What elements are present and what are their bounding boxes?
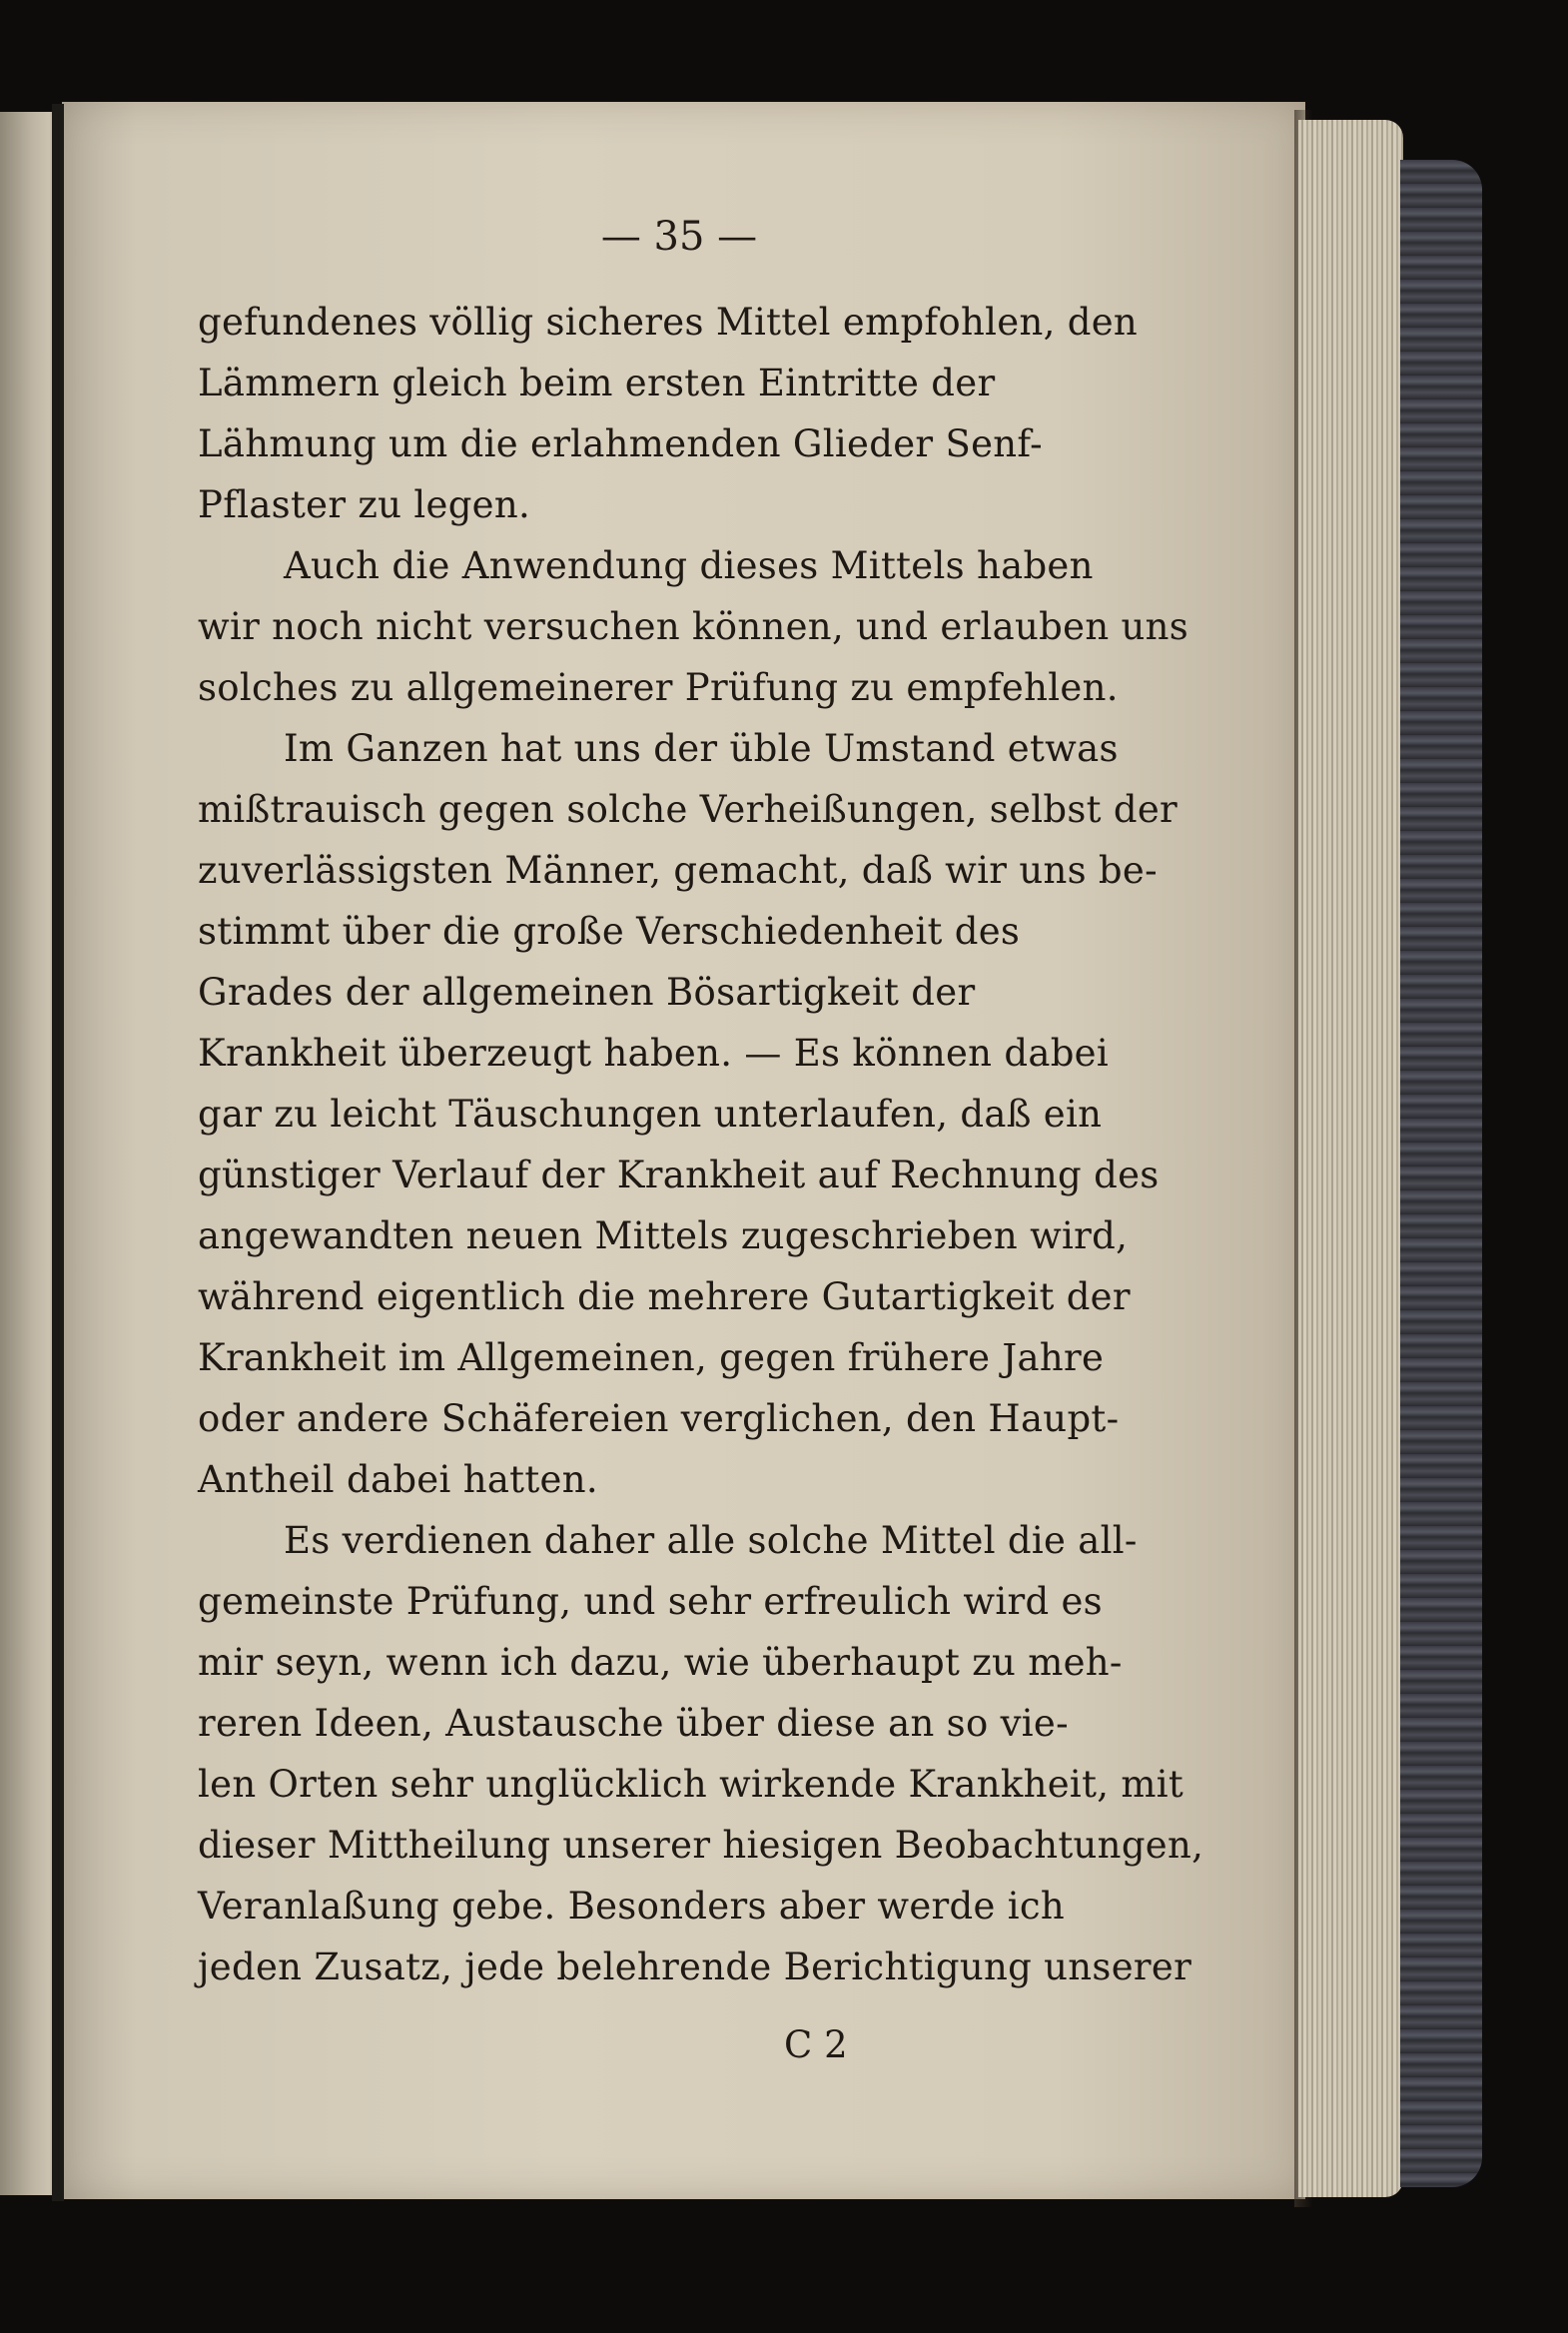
text-line: zuverlässigsten Männer, gemacht, daß wir uns be- (198, 849, 1158, 892)
text-line: Grades der allgemeinen Bösartigkeit der (198, 971, 976, 1014)
text-line: Krankheit überzeugt haben. — Es können dabei (198, 1032, 1110, 1075)
text-line: Im Ganzen hat uns der üble Umstand etwas (284, 727, 1119, 770)
text-line: dieser Mittheilung unserer hiesigen Beobachtungen, (198, 1824, 1204, 1867)
text-line: jeden Zusatz, jede belehrende Berichtigung unserer (198, 1945, 1192, 1988)
text-line: gar zu leicht Täuschungen unterlaufen, daß ein (198, 1093, 1103, 1136)
text-line: mir seyn, wenn ich dazu, wie überhaupt zu meh- (198, 1641, 1123, 1684)
text-line: gefundenes völlig sicheres Mittel empfohlen, den (198, 301, 1139, 344)
text-line: Krankheit im Allgemeinen, gegen frühere Jahre (198, 1336, 1105, 1379)
text-line: solches zu allgemeinerer Prüfung zu empfehlen. (198, 666, 1119, 709)
text-line: Lähmung um die erlahmenden Glieder Senf- (198, 422, 1043, 465)
text-line: Antheil dabei hatten. (198, 1458, 598, 1501)
text-line: stimmt über die große Verschiedenheit des (198, 910, 1021, 953)
book-gutter (52, 104, 64, 2201)
text-line: angewandten neuen Mittels zugeschrieben wird, (198, 1214, 1129, 1257)
book-cover-edge (1400, 160, 1482, 2187)
text-line: Auch die Anwendung dieses Mittels haben (284, 544, 1094, 587)
text-line: günstiger Verlauf der Krankheit auf Rechnung des (198, 1154, 1160, 1196)
page-block-edges (1298, 120, 1403, 2197)
text-line: len Orten sehr unglücklich wirkende Krankheit, mit (198, 1763, 1184, 1806)
text-line: reren Ideen, Austausche über diese an so vie- (198, 1702, 1069, 1745)
page-number: — 35 — (600, 214, 758, 260)
text-line: Pflaster zu legen. (198, 483, 531, 526)
text-line: oder andere Schäfereien verglichen, den Haupt- (198, 1397, 1120, 1440)
text-line: während eigentlich die mehrere Gutartigkeit der (198, 1275, 1131, 1318)
signature-mark: C 2 (784, 2023, 848, 2066)
text-line: mißtrauisch gegen solche Verheißungen, selbst der (198, 788, 1178, 831)
text-line: Lämmern gleich beim ersten Eintritte der (198, 362, 996, 404)
text-line: Veranlaßung gebe. Besonders aber werde ich (198, 1885, 1066, 1928)
text-line: gemeinste Prüfung, und sehr erfreulich wird es (198, 1580, 1103, 1623)
facing-page-edge (0, 112, 58, 2195)
text-line: wir noch nicht versuchen können, und erlauben uns (198, 605, 1189, 648)
text-line: Es verdienen daher alle solche Mittel die all- (284, 1519, 1138, 1562)
